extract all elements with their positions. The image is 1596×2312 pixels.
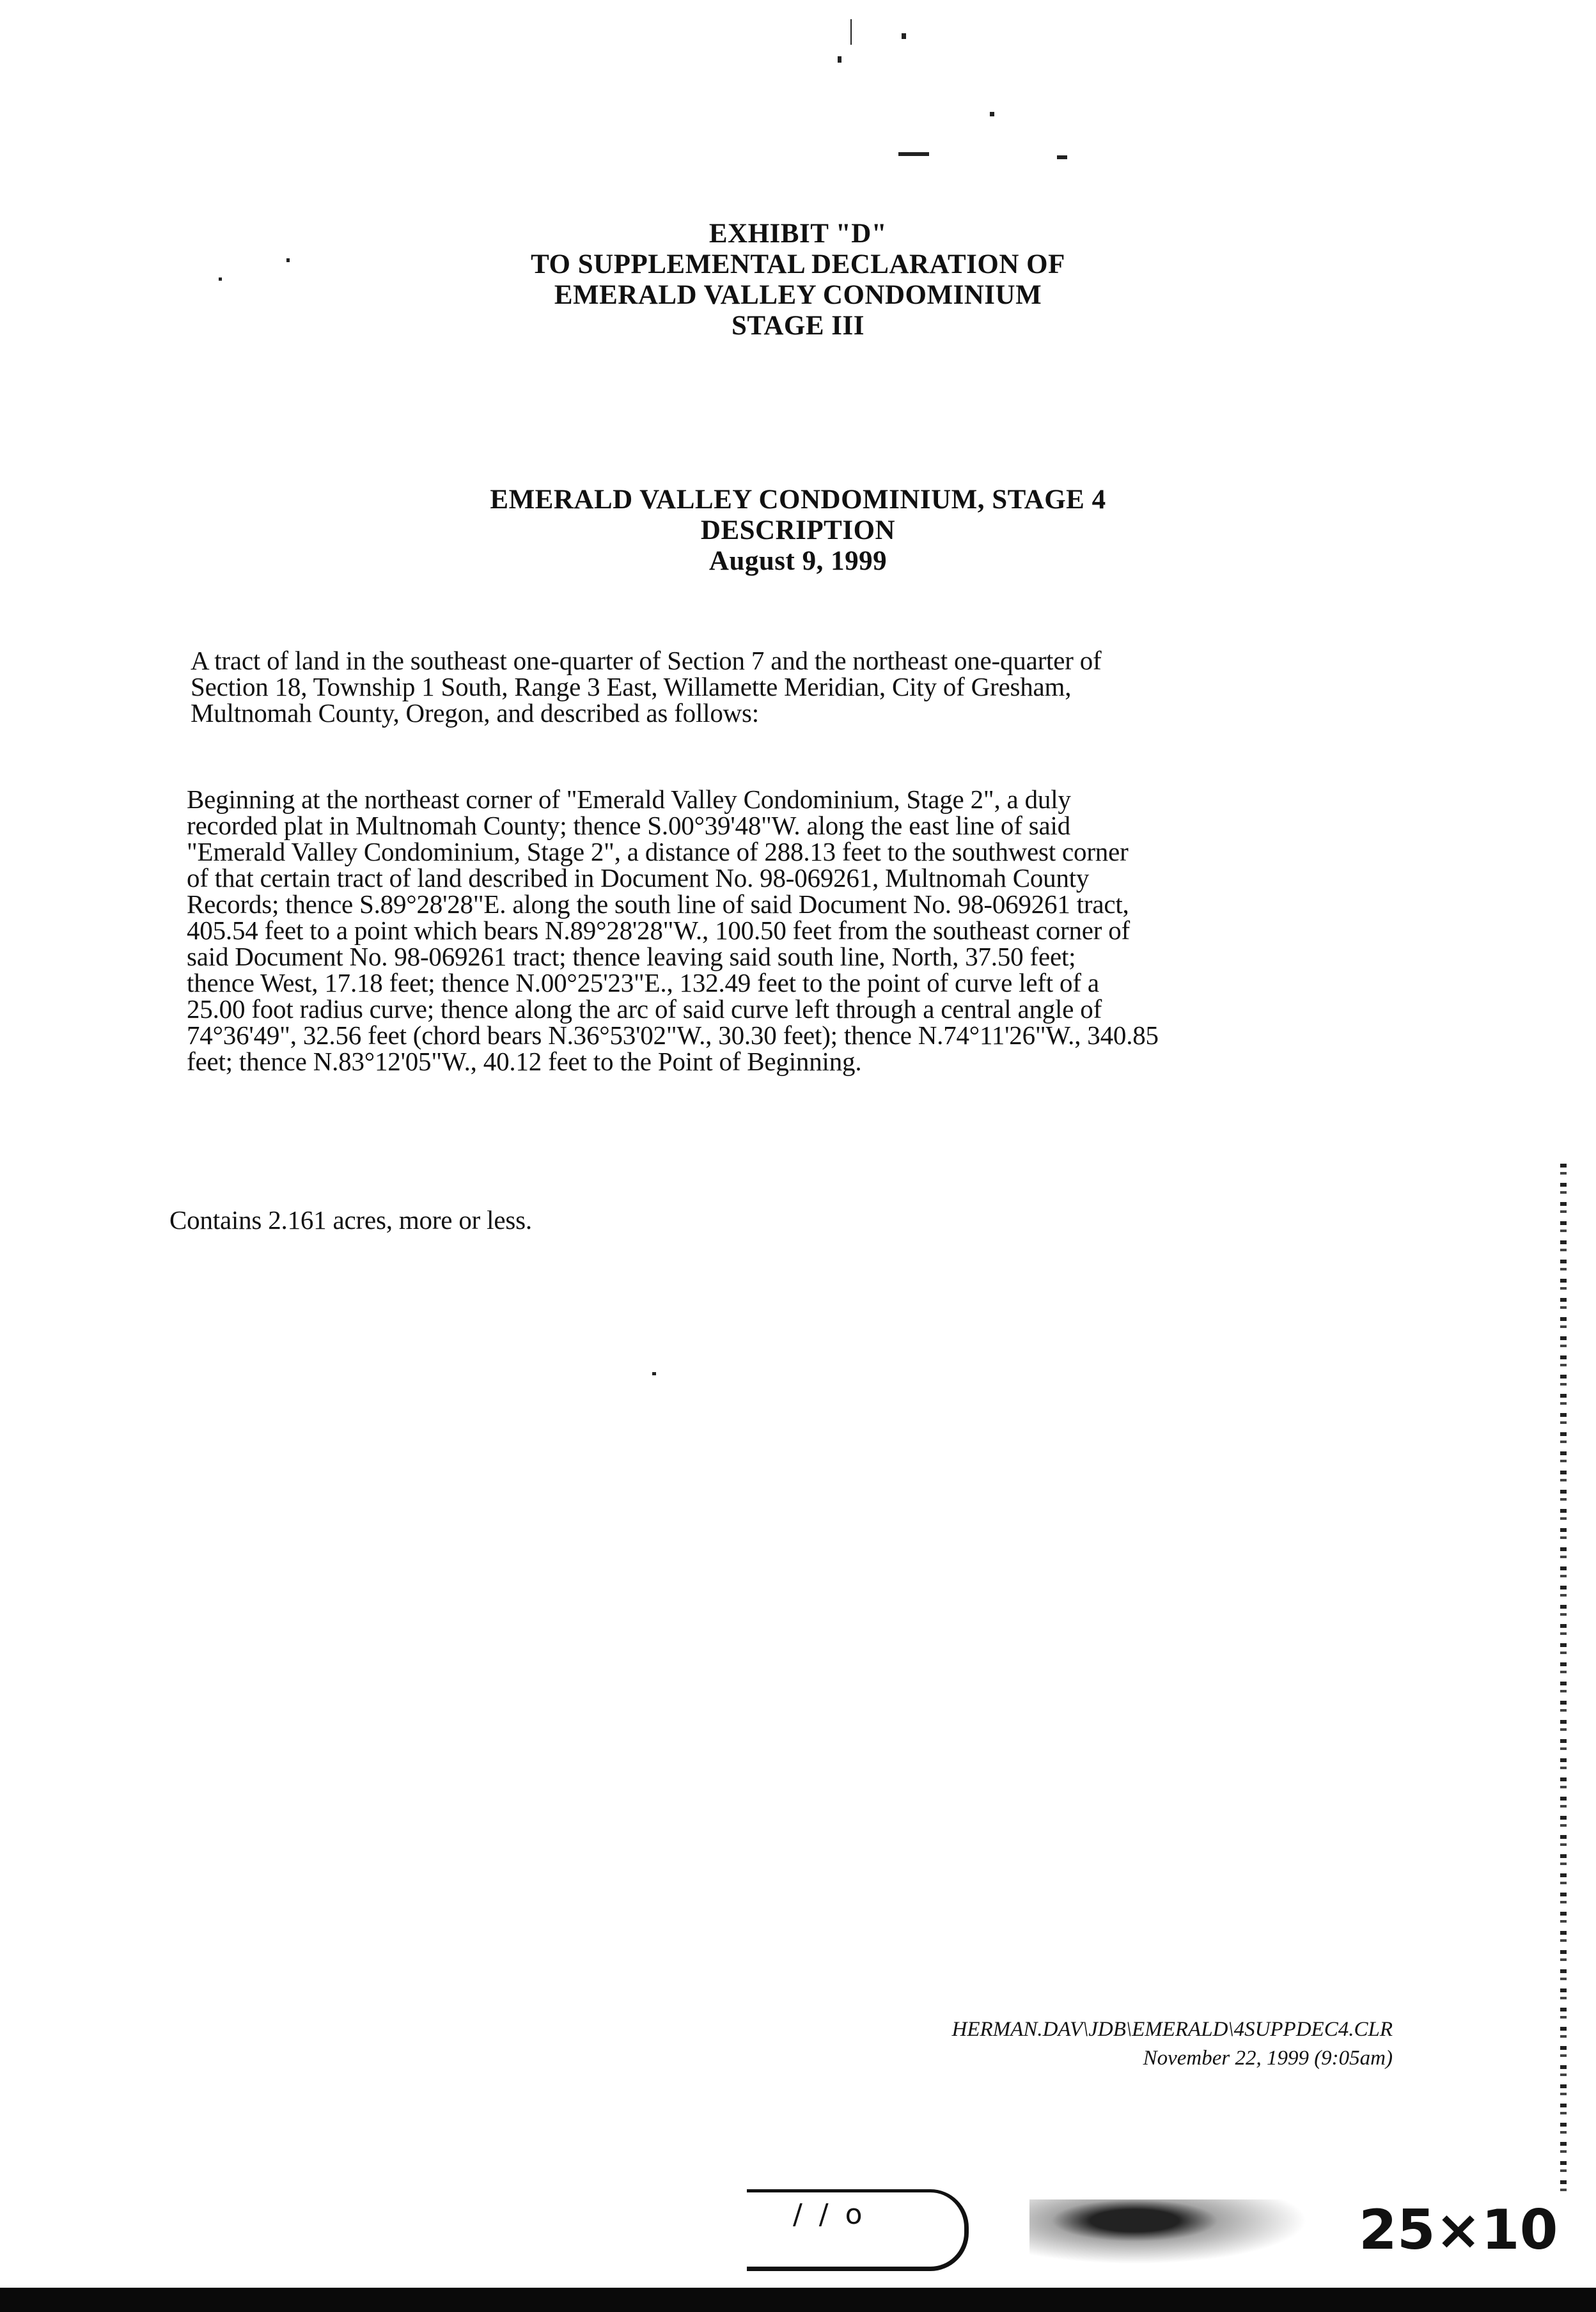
exhibit-heading-line-3: EMERALD VALLEY CONDOMINIUM <box>554 280 1042 310</box>
file-reference-footer <box>952 2015 1393 2073</box>
paragraph-line: 405.54 feet to a point which bears N.89°28'28"W., 100.50 feet from the southeast corner of <box>187 916 1130 945</box>
file-path: HERMAN.DAV\JDB\EMERALD\4SUPPDEC4.CLR <box>951 2018 1393 2041</box>
scan-speck <box>898 152 929 156</box>
metes-and-bounds-paragraph <box>187 786 1159 1075</box>
paragraph-line: 25.00 foot radius curve; thence along the arc of said curve left through a central angle of <box>187 994 1102 1024</box>
scan-speck <box>850 19 852 45</box>
paragraph-line: said Document No. 98-069261 tract; thence leaving said south line, North, 37.50 feet; <box>187 942 1076 971</box>
description-heading-line-2: DESCRIPTION <box>700 515 896 545</box>
paragraph-line: feet; thence N.83°12'05"W., 40.12 feet to the Point of Beginning. <box>187 1047 862 1076</box>
description-date: August 9, 1999 <box>708 546 888 576</box>
scan-speck <box>286 258 290 262</box>
scan-speck <box>1057 155 1067 159</box>
exhibit-heading-line-2: TO SUPPLEMENTAL DECLARATION OF <box>531 249 1065 279</box>
file-timestamp: November 22, 1999 (9:05am) <box>1143 2047 1393 2070</box>
scan-edge-artifact <box>1560 1164 1567 2199</box>
scan-speck <box>902 33 906 39</box>
scan-speck <box>219 277 222 281</box>
exhibit-heading <box>0 219 1596 341</box>
scan-speck <box>838 56 841 63</box>
acreage-statement: Contains 2.161 acres, more or less. <box>169 1205 532 1235</box>
paragraph-line: A tract of land in the southeast one-quarter of Section 7 and the northeast one-quarter of <box>191 646 1102 675</box>
paragraph-line: thence West, 17.18 feet; thence N.00°25'23"E., 132.49 feet to the point of curve left of a <box>187 968 1099 997</box>
description-heading-line-1: EMERALD VALLEY CONDOMINIUM, STAGE 4 <box>490 485 1106 515</box>
paragraph-line: "Emerald Valley Condominium, Stage 2", a distance of 288.13 feet to the southwest corner <box>187 837 1129 866</box>
tract-location-paragraph <box>191 648 1102 726</box>
description-heading <box>0 485 1596 577</box>
exhibit-heading-line-1: EXHIBIT "D" <box>708 219 888 249</box>
paragraph-line: Multnomah County, Oregon, and described as follows: <box>191 698 759 728</box>
exhibit-heading-line-4: STAGE III <box>731 311 865 341</box>
scan-smudge <box>1029 2199 1330 2270</box>
fax-stamp-code: 25×10 <box>1359 2198 1558 2262</box>
scan-speck <box>652 1372 656 1375</box>
paragraph-line: Records; thence S.89°28'28"E. along the south line of said Document No. 98-069261 tract, <box>187 889 1129 919</box>
paragraph-line: of that certain tract of land described in Document No. 98-069261, Multnomah County <box>187 863 1090 893</box>
handwritten-page-number: / / o <box>793 2198 866 2231</box>
paragraph-line: 74°36'49", 32.56 feet (chord bears N.36°53'02"W., 30.30 feet); thence N.74°11'26"W., 340.85 <box>187 1020 1159 1050</box>
paragraph-line: recorded plat in Multnomah County; thence S.00°39'48"W. along the east line of said <box>187 811 1070 840</box>
paragraph-line: Section 18, Township 1 South, Range 3 East, Willamette Meridian, City of Gresham, <box>191 672 1072 701</box>
scan-bottom-border <box>0 2288 1596 2312</box>
scan-speck <box>990 112 994 116</box>
paragraph-line: Beginning at the northeast corner of "Emerald Valley Condominium, Stage 2", a duly <box>187 785 1071 814</box>
